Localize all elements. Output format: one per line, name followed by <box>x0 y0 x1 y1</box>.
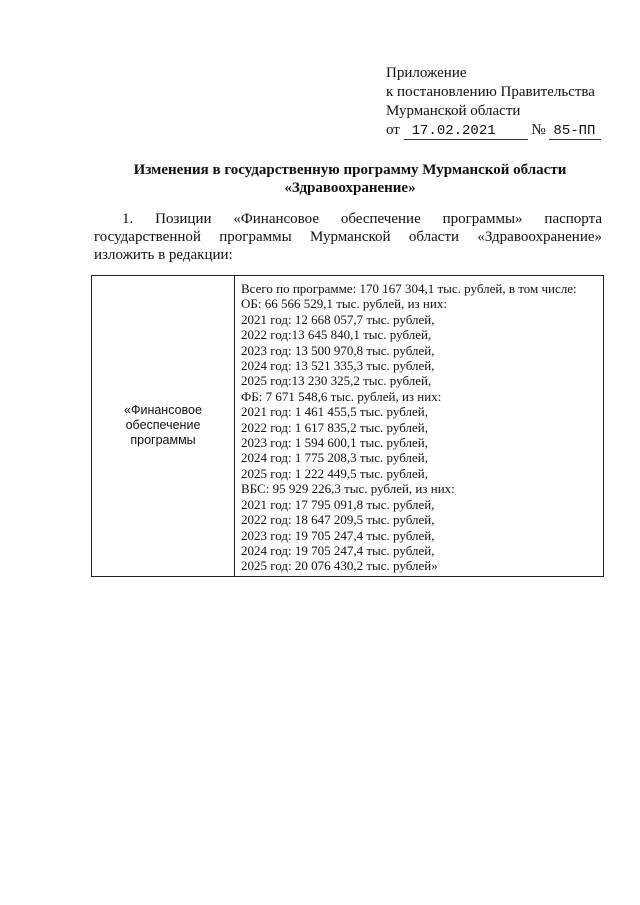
value-line: 2024 год: 19 705 247,4 тыс. рублей, <box>241 542 435 558</box>
title-line: Изменения в государственную программу Мурманской области <box>133 162 567 178</box>
table-value-cell <box>235 276 604 577</box>
table-label-cell <box>92 276 235 577</box>
paragraph-text: 1. Позиции «Финансовое обеспечение программы» паспорта государственной программы Мурманской области «Здравоохранение» изложить в редакции: <box>94 211 602 263</box>
label-line: обеспечение <box>125 418 201 433</box>
resolution-number: 85-ПП <box>549 123 601 140</box>
value-line: Всего по программе: 170 167 304,1 тыс. рублей, в том числе: <box>241 281 577 296</box>
value-line: 2021 год: 12 668 057,7 тыс. рублей, <box>241 311 435 327</box>
value-line: 2023 год: 1 594 600,1 тыс. рублей, <box>241 435 428 451</box>
document-title <box>70 161 630 197</box>
date-prefix: от <box>386 122 400 138</box>
value-line: 2025 год: 1 222 449,5 тыс. рублей, <box>241 465 428 481</box>
value-line: 2022 год: 1 617 835,2 тыс. рублей, <box>241 419 428 435</box>
number-sign: № <box>531 122 546 138</box>
value-line: 2025 год:13 230 325,2 тыс. рублей, <box>241 373 432 389</box>
label-line: программы <box>130 433 196 448</box>
appendix-line: к постановлению Правительства <box>386 84 595 100</box>
table-row <box>92 276 604 577</box>
body-paragraph <box>94 210 602 264</box>
appendix-header <box>386 64 601 140</box>
value-line: 2022 год:13 645 840,1 тыс. рублей, <box>241 327 432 343</box>
value-line: 2023 год: 13 500 970,8 тыс. рублей, <box>241 342 435 358</box>
value-line: 2025 год: 20 076 430,2 тыс. рублей» <box>241 558 438 574</box>
value-line: ОБ: 66 566 529,1 тыс. рублей, из них: <box>241 296 447 312</box>
resolution-date: 17.02.2021 <box>404 123 528 140</box>
resolution-date-number <box>386 121 601 140</box>
value-line: 2024 год: 1 775 208,3 тыс. рублей, <box>241 450 428 466</box>
value-line: 2024 год: 13 521 335,3 тыс. рублей, <box>241 358 435 374</box>
appendix-line: Мурманской области <box>386 103 521 119</box>
value-line: ФБ: 7 671 548,6 тыс. рублей, из них: <box>241 388 442 404</box>
financing-table <box>91 275 604 577</box>
value-line: ВБС: 95 929 226,3 тыс. рублей, из них: <box>241 481 455 497</box>
value-line: 2022 год: 18 647 209,5 тыс. рублей, <box>241 512 435 528</box>
appendix-line: Приложение <box>386 65 467 81</box>
value-line: 2023 год: 19 705 247,4 тыс. рублей, <box>241 527 435 543</box>
value-line: 2021 год: 17 795 091,8 тыс. рублей, <box>241 496 435 512</box>
label-line: «Финансовое <box>124 403 202 418</box>
title-line: «Здравоохранение» <box>284 180 416 196</box>
value-line: 2021 год: 1 461 455,5 тыс. рублей, <box>241 404 428 420</box>
